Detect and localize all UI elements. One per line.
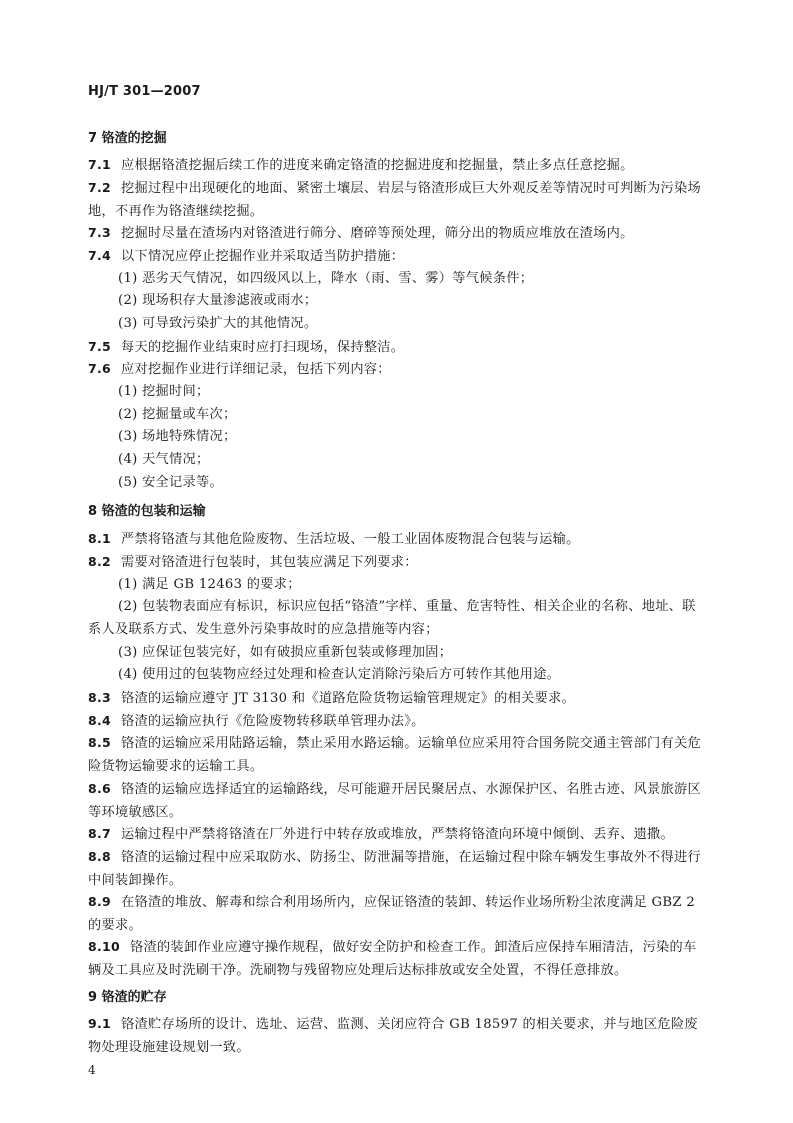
paragraph-7-4 xyxy=(88,245,702,269)
clause-text: 挖掘过程中出现硬化的地面、紧密土壤层、岩层与铬渣形成巨大外观反差等情况时可判断为污染场地，不再作为铬渣继续挖掘。 xyxy=(88,181,702,219)
clause-text: 铬渣贮存场所的设计、选址、运营、监测、关闭应符合 GB 18597 的相关要求，并与地区危险废物处理设施建设规划一致。 xyxy=(88,1017,698,1055)
list-item-wrapped: (2) 包装物表面应有标识，标识应包括“铬渣”字样、重量、危害特性、相关企业的名称、地址、联系人及联系方式、发生意外污染事故时的应急措施等内容； xyxy=(88,599,696,637)
section-title-7: 7 铬渣的挖掘 xyxy=(88,131,167,146)
paragraph-7-1 xyxy=(88,154,702,178)
paragraph-8-7 xyxy=(88,823,702,847)
clause-number: 7.6 xyxy=(88,361,112,376)
document-header: HJ/T 301—2007 xyxy=(88,84,201,99)
clause-text: 在铬渣的堆放、解毒和综合利用场所内，应保证铬渣的装卸、转运作业场所粉尘浓度满足 GBZ 2 的要求。 xyxy=(88,895,696,933)
clause-text: 铬渣的运输过程中应采取防水、防扬尘、防泄漏等措施，在运输过程中除车辆发生事故外不得进行中间装卸操作。 xyxy=(88,850,702,888)
clause-number: 8.2 xyxy=(88,554,112,569)
page-number: 4 xyxy=(88,1063,96,1077)
clause-number: 8.7 xyxy=(88,826,112,841)
clause-number: 8.3 xyxy=(88,690,112,705)
list-item: (3) 场地特殊情况； xyxy=(118,429,237,444)
clause-text: 应根据铬渣挖掘后续工作的进度来确定铬渣的挖掘进度和挖掘量，禁止多点任意挖掘。 xyxy=(121,158,634,173)
paragraph-8-5 xyxy=(88,732,702,778)
list-item: (2) 挖掘量或车次； xyxy=(118,407,237,422)
clause-number: 8.5 xyxy=(88,735,112,750)
clause-text: 严禁将铬渣与其他危险废物、生活垃圾、一般工业固体废物混合包装与运输。 xyxy=(121,532,580,547)
clause-text: 铬渣的运输应遵守 JT 3130 和《道路危险货物运输管理规定》的相关要求。 xyxy=(121,691,576,706)
list-item: (1) 恶劣天气情况，如四级风以上，降水（雨、雪、雾）等气候条件； xyxy=(118,271,534,286)
clause-number: 7.2 xyxy=(88,180,112,195)
section-title-8: 8 铬渣的包装和运输 xyxy=(88,504,206,519)
paragraph-8-10 xyxy=(88,936,702,982)
paragraph-8-6 xyxy=(88,778,702,824)
clause-text: 应对挖掘作业进行详细记录，包括下列内容： xyxy=(121,362,391,377)
clause-number: 7.5 xyxy=(88,339,112,354)
clause-text: 挖掘时尽量在渣场内对铬渣进行筛分、磨碎等预处理，筛分出的物质应堆放在渣场内。 xyxy=(121,226,634,241)
clause-text: 需要对铬渣进行包装时，其包装应满足下列要求： xyxy=(121,555,418,570)
list-item: (1) 满足 GB 12463 的要求； xyxy=(118,577,301,592)
list-item: (3) 应保证包装完好，如有破损应重新包装或修理加固； xyxy=(118,645,453,660)
clause-text: 铬渣的装卸作业应遵守操作规程，做好安全防护和检查工作。卸渣后应保持车厢清洁，污染的车辆及工具应及时洗刷干净。洗刷物与残留物应处理后达标排放或安全处置，不得任意排放。 xyxy=(88,940,697,978)
clause-number: 8.10 xyxy=(88,939,121,954)
clause-number: 8.6 xyxy=(88,781,112,796)
list-item: (3) 可导致污染扩大的其他情况。 xyxy=(118,316,318,331)
clause-number: 8.1 xyxy=(88,531,112,546)
clause-number: 7.4 xyxy=(88,248,112,263)
list-item: (1) 挖掘时间； xyxy=(118,384,210,399)
paragraph-8-1 xyxy=(88,528,702,552)
list-item: (4) 天气情况； xyxy=(118,452,210,467)
paragraph-7-2 xyxy=(88,177,702,223)
paragraph-8-9 xyxy=(88,891,702,937)
clause-number: 8.9 xyxy=(88,894,112,909)
clause-number: 9.1 xyxy=(88,1016,112,1031)
section-title-9: 9 铬渣的贮存 xyxy=(88,990,167,1005)
list-item: (2) 现场积存大量渗滤液或雨水； xyxy=(118,293,318,308)
clause-text: 铬渣的运输应采用陆路运输，禁止采用水路运输。运输单位应采用符合国务院交通主管部门有关危险货物运输要求的运输工具。 xyxy=(88,736,702,774)
clause-number: 8.4 xyxy=(88,713,112,728)
paragraph-8-8 xyxy=(88,846,702,892)
clause-text: 铬渣的运输应执行《危险废物转移联单管理办法》。 xyxy=(121,714,425,729)
list-item: (4) 使用过的包装物应经过处理和检查认定消除污染后方可转作其他用途。 xyxy=(118,667,561,682)
clause-text: 铬渣的运输应选择适宜的运输路线，尽可能避开居民聚居点、水源保护区、名胜古迹、风景旅游区等环境敏感区。 xyxy=(88,782,702,820)
list-item: (5) 安全记录等。 xyxy=(118,475,223,490)
clause-number: 8.8 xyxy=(88,849,112,864)
clause-text: 以下情况应停止挖掘作业并采取适当防护措施： xyxy=(121,249,405,264)
paragraph-8-3 xyxy=(88,687,702,711)
clause-number: 7.1 xyxy=(88,157,112,172)
clause-text: 运输过程中严禁将铬渣在厂外进行中转存放或堆放，严禁将铬渣向环境中倾倒、丢弃、遗撒。 xyxy=(121,827,675,842)
paragraph-9-1 xyxy=(88,1013,702,1059)
paragraph-7-5 xyxy=(88,336,702,360)
paragraph-8-2 xyxy=(88,551,702,575)
clause-number: 7.3 xyxy=(88,225,112,240)
paragraph-7-3 xyxy=(88,222,702,246)
paragraph-7-6 xyxy=(88,358,702,382)
paragraph-8-4 xyxy=(88,710,702,734)
clause-text: 每天的挖掘作业结束时应打扫现场，保持整洁。 xyxy=(121,340,405,355)
